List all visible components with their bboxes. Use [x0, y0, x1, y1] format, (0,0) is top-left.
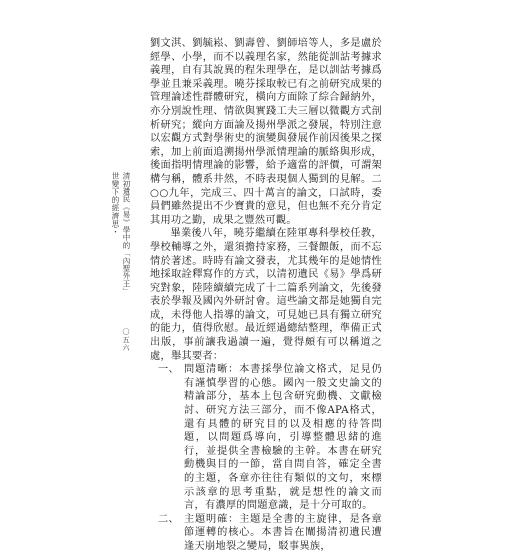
list-item-text: 主題明確：主題是全書的主旋律，是各章節運轉的核心。本書旨在闡揚清初遺民遭逢天崩地裂之變局，駁事異族，	[184, 513, 382, 552]
list-item-number: 一、	[158, 364, 179, 376]
paragraph-1: 劉文淇、劉毓崧、劉壽曾、劉師培等人，多是盧於經學、小學，而不以義理名家，然能從訓詁考據求義理，自有其說異的程朱理學在，是以訓詁考據爲學並且兼采義理。曉芬採取較已有之前研究成果的管理論述性群體研究，橫向方面除了綜合歸納外，亦分別說性理、情欲與實踐工夫三層以微觀方式剖析研究；縱向方面論及揚州學派之發展，特別注意以宏觀方式對學術史的演變與發展作前因後果之探索，加上前面追溯揚州學派情理論的脈絡與形成，後面指明情理論的影響，給予適當的評價，可謂架構勻稱，體系井然，不時表現個人獨到的見解。二○○九年，完成三、四十萬言的論文，口試時，委員們雖然提出不少寶貴的意見，但也無不充分肯定其用功之勤，成果之豐然可觀。	[150, 38, 382, 226]
list-item	[150, 363, 382, 513]
numbered-list	[150, 363, 382, 553]
list-item	[150, 513, 382, 554]
list-item-text: 問題清晰：本書採學位論文格式，足見仍有謹慎學習的心態。國內一般文史論文的精論部分，基本上包含研究動機、文獻檢討、研究方法三部分，而不像APA格式，還有具體的研究目的以及相應的待答問題，以問題爲導向，引導整體思緒的進行，並提供全書檢驗的主幹。本書在研究動機與目的一節，當自問自答，確定全書的主題，各章亦往往有類似的文句，來標示該章的思考重點，就是想性的論文而言，有濃厚的問題意識，是十分可取的。	[184, 364, 382, 512]
running-head-book-title: 世變下的經濟思・	[111, 172, 120, 236]
list-item-number: 二、	[158, 513, 179, 525]
page-number: 〇五六	[122, 327, 130, 352]
running-head-chapter-title: 清初遺民《易》學中的「內聖外王」	[122, 172, 131, 296]
running-head-chapter	[118, 172, 130, 352]
paragraph-2: 畢業後八年，曉芬繼續在陸軍專科學校任教，學校輔導之外，還須擔持家務，三餐餵飯，而不忘情於著述。時時有論文發表，尤其幾年的是她情性地採取詮釋寫作的方式，以清初遺民《易》學爲研究對象，陸陸續續完成了十二篇系列論文，先後發表於學報及國內外研討會。這些論文都是她獨自完成，未得他人指導的論文，可見她已具有獨立研究的能力，值得欣慰。最近經過總結整理，準備正式出版，事前讓我過讀一遍，覺得頗有可以稱道之處，舉其要者：	[150, 228, 382, 362]
main-text	[150, 37, 382, 554]
